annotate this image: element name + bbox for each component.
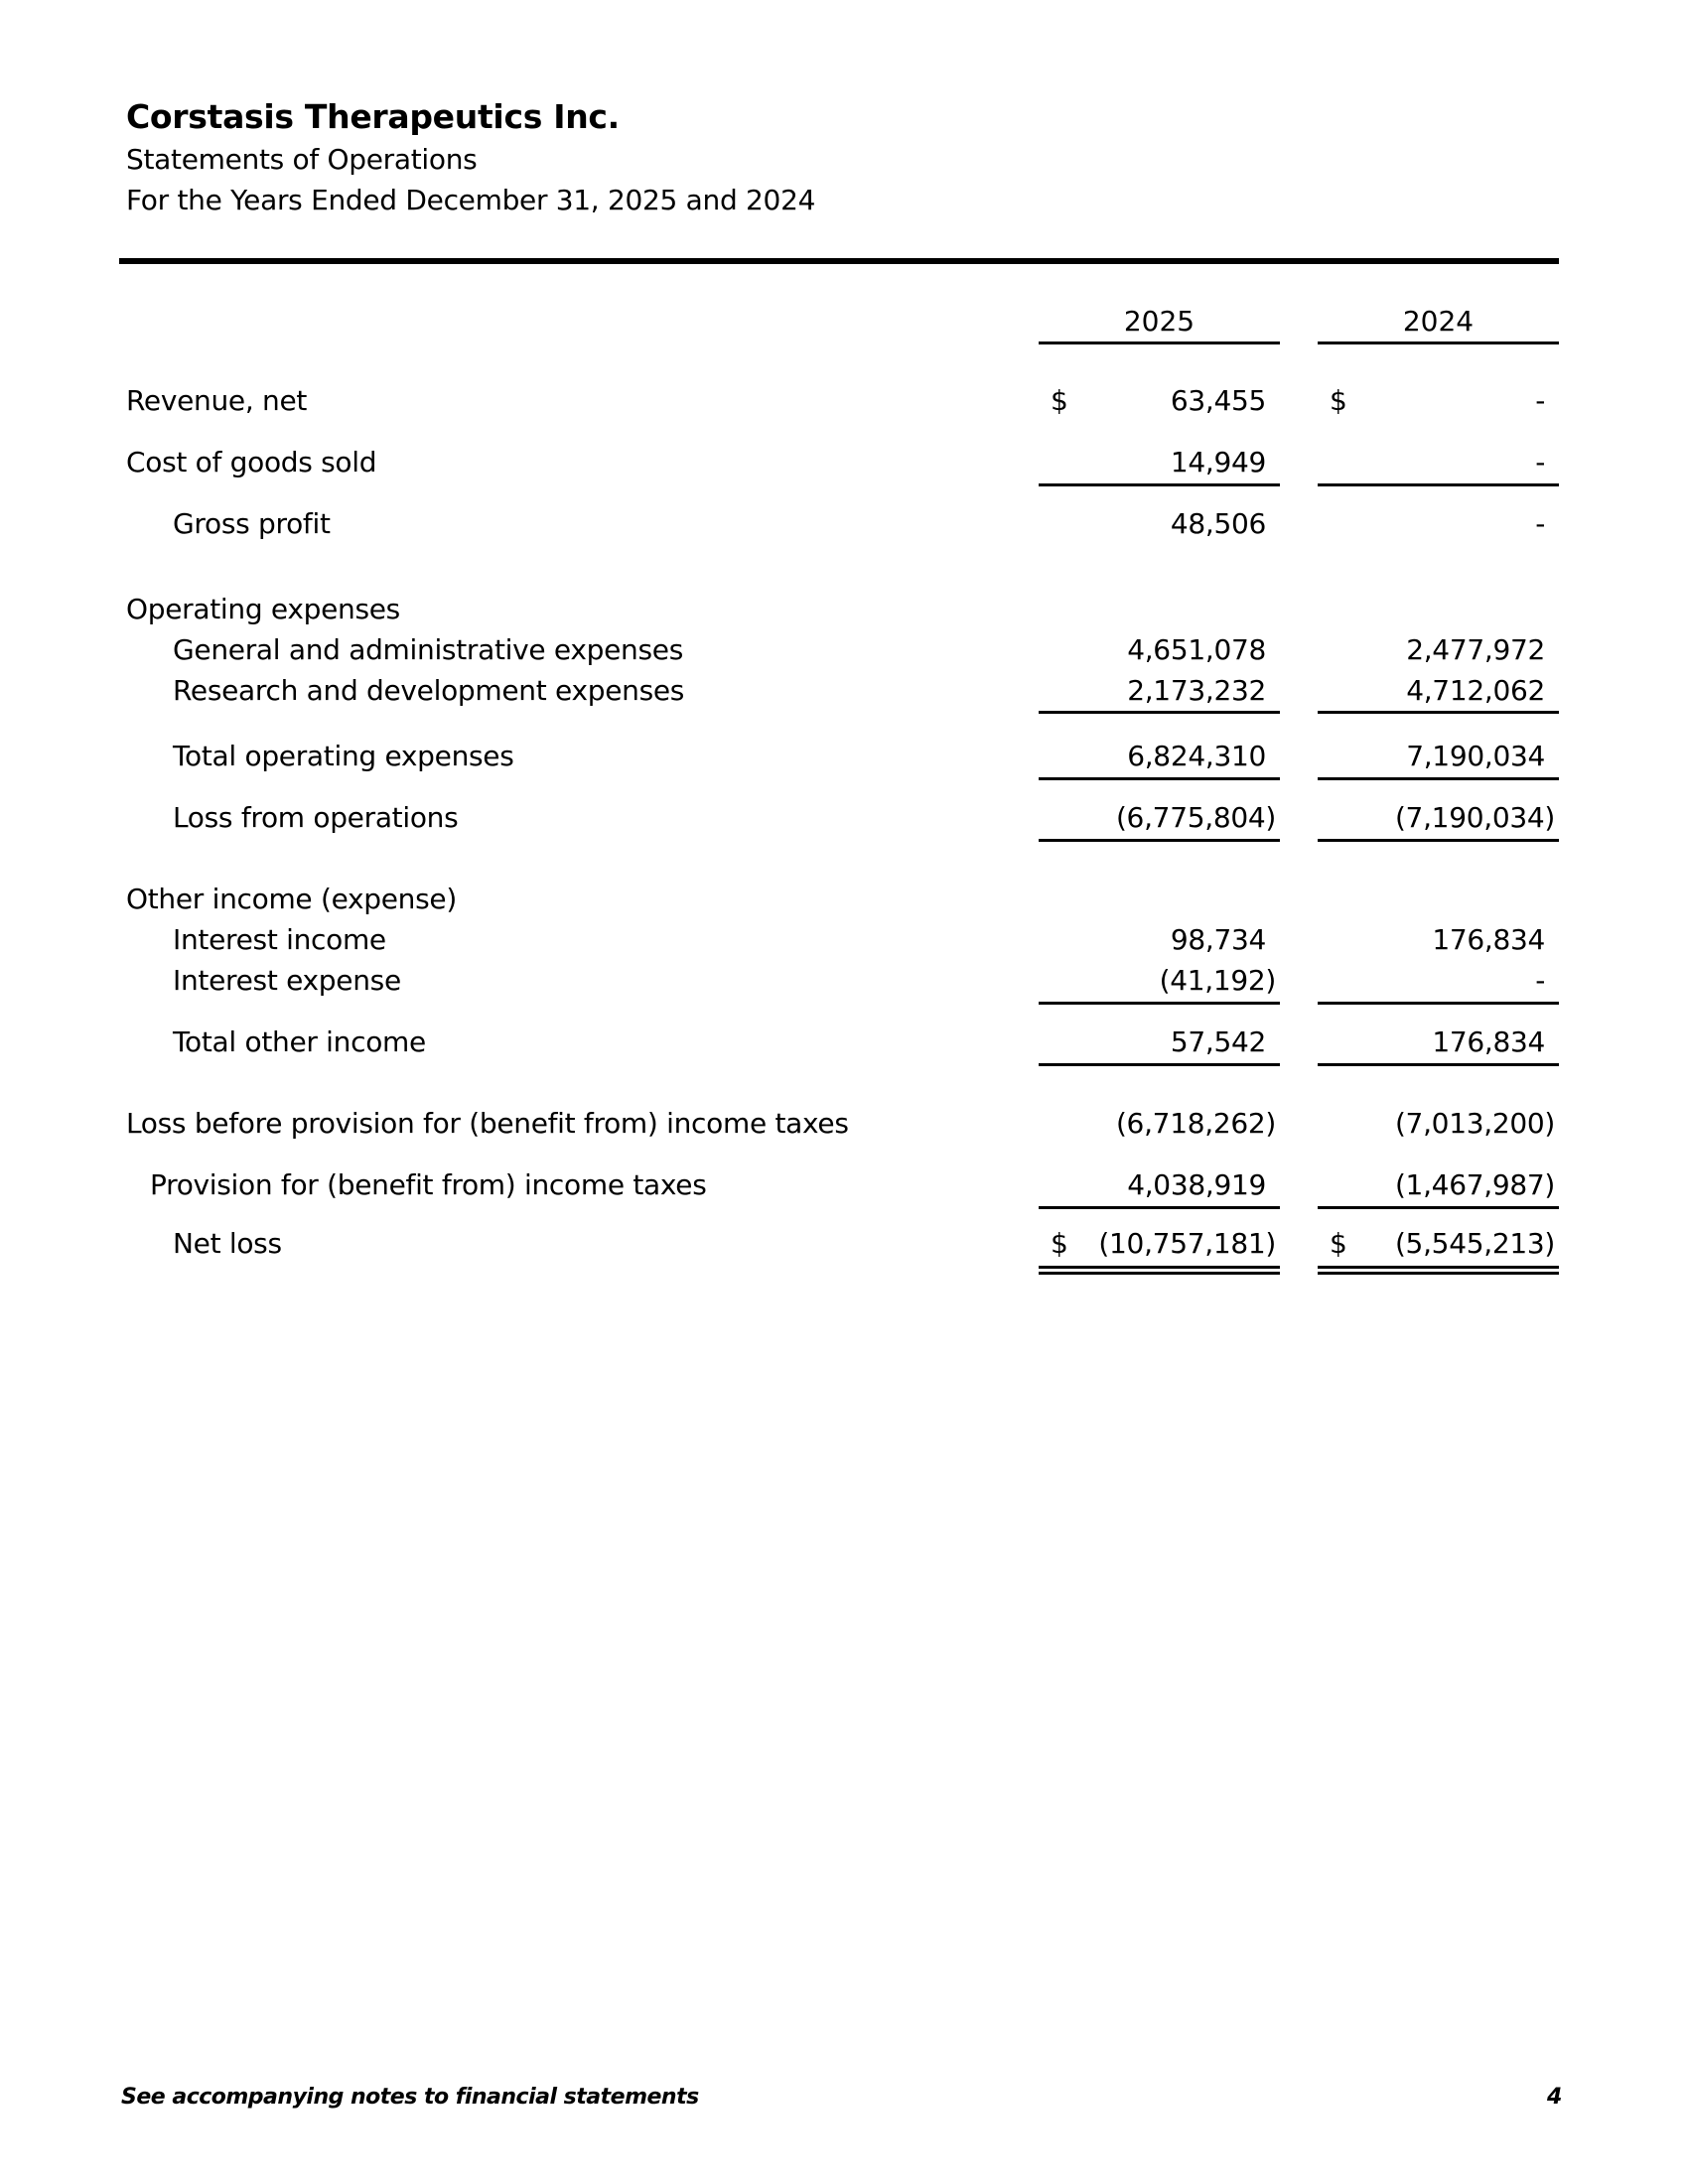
company-name: Corstasis Therapeutics Inc. xyxy=(126,97,620,136)
value-2025: (6,775,804) xyxy=(1115,801,1276,834)
subtotal-rule xyxy=(1039,711,1280,714)
value-2024: (7,013,200) xyxy=(1394,1107,1555,1140)
row-label: Interest income xyxy=(173,923,386,956)
subtotal-rule xyxy=(1039,1002,1280,1005)
value-2025: 57,542 xyxy=(1170,1025,1266,1058)
row-label: Research and development expenses xyxy=(173,674,685,707)
double-rule-bottom xyxy=(1039,1272,1280,1275)
row-research-development xyxy=(0,671,1688,711)
row-label: Gross profit xyxy=(173,507,331,540)
value-2025: 63,455 xyxy=(1170,384,1266,417)
value-2024: (1,467,987) xyxy=(1394,1168,1555,1201)
subtotal-rule xyxy=(1318,1206,1559,1209)
section-label: Operating expenses xyxy=(126,593,400,625)
row-label: Provision for (benefit from) income taxes xyxy=(150,1168,707,1201)
row-interest-expense xyxy=(0,961,1688,1001)
currency-symbol: $ xyxy=(1330,384,1347,417)
currency-symbol: $ xyxy=(1330,1227,1347,1260)
value-2024: (7,190,034) xyxy=(1394,801,1555,834)
row-gross-profit xyxy=(0,504,1688,544)
value-2024: 176,834 xyxy=(1432,1025,1545,1058)
value-2024: 176,834 xyxy=(1432,923,1545,956)
row-general-administrative xyxy=(0,630,1688,670)
value-2025: 14,949 xyxy=(1170,446,1266,478)
section-heading-operating-expenses xyxy=(0,590,1688,629)
value-2025: 4,038,919 xyxy=(1127,1168,1266,1201)
row-total-operating-expenses xyxy=(0,737,1688,776)
value-2025: (10,757,181) xyxy=(1098,1227,1276,1260)
value-2024: 7,190,034 xyxy=(1406,740,1545,772)
subtotal-rule xyxy=(1039,1063,1280,1066)
row-total-other-income xyxy=(0,1023,1688,1062)
row-label: Loss from operations xyxy=(173,801,459,834)
subtotal-rule xyxy=(1039,839,1280,842)
row-revenue xyxy=(0,381,1688,421)
column-header-2025: 2025 xyxy=(1039,302,1280,344)
row-label: Revenue, net xyxy=(126,384,308,417)
row-net-loss xyxy=(0,1224,1688,1264)
value-2025: 98,734 xyxy=(1170,923,1266,956)
row-label: General and administrative expenses xyxy=(173,633,683,666)
row-income-tax-provision xyxy=(0,1165,1688,1205)
value-2025: (41,192) xyxy=(1159,964,1276,997)
section-label: Other income (expense) xyxy=(126,883,457,915)
row-interest-income xyxy=(0,920,1688,960)
reporting-period: For the Years Ended December 31, 2025 and 2024 xyxy=(126,184,816,216)
subtotal-rule xyxy=(1039,483,1280,486)
header-divider xyxy=(119,258,1559,264)
value-2025: (6,718,262) xyxy=(1115,1107,1276,1140)
currency-symbol: $ xyxy=(1051,384,1068,417)
double-rule-bottom xyxy=(1318,1272,1559,1275)
subtotal-rule xyxy=(1318,839,1559,842)
value-2025: 4,651,078 xyxy=(1127,633,1266,666)
subtotal-rule xyxy=(1318,1063,1559,1066)
value-2024: 4,712,062 xyxy=(1406,674,1545,707)
row-loss-before-income-taxes xyxy=(0,1104,1688,1144)
row-label: Interest expense xyxy=(173,964,401,997)
subtotal-rule xyxy=(1318,1002,1559,1005)
value-2024: - xyxy=(1535,964,1545,997)
row-label: Loss before provision for (benefit from) income taxes xyxy=(126,1107,849,1140)
subtotal-rule xyxy=(1318,483,1559,486)
column-header-2024: 2024 xyxy=(1318,302,1559,344)
double-rule-top xyxy=(1039,1266,1280,1269)
subtotal-rule xyxy=(1039,777,1280,780)
row-cost-of-goods-sold xyxy=(0,443,1688,482)
value-2024: (5,545,213) xyxy=(1394,1227,1555,1260)
currency-symbol: $ xyxy=(1051,1227,1068,1260)
statement-title: Statements of Operations xyxy=(126,143,478,176)
value-2025: 6,824,310 xyxy=(1127,740,1266,772)
subtotal-rule xyxy=(1039,1206,1280,1209)
page-number: 4 xyxy=(1547,2085,1563,2110)
value-2024: - xyxy=(1535,384,1545,417)
row-label: Total other income xyxy=(173,1025,426,1058)
row-label: Net loss xyxy=(173,1227,282,1260)
section-heading-other-income xyxy=(0,880,1688,919)
row-label: Total operating expenses xyxy=(173,740,514,772)
value-2024: 2,477,972 xyxy=(1406,633,1545,666)
statement-header xyxy=(126,95,815,220)
row-loss-from-operations xyxy=(0,798,1688,838)
footer-note: See accompanying notes to financial statements xyxy=(121,2085,699,2110)
subtotal-rule xyxy=(1318,711,1559,714)
row-label: Cost of goods sold xyxy=(126,446,377,478)
double-rule-top xyxy=(1318,1266,1559,1269)
value-2024: - xyxy=(1535,507,1545,540)
value-2025: 48,506 xyxy=(1170,507,1266,540)
subtotal-rule xyxy=(1318,777,1559,780)
value-2024: - xyxy=(1535,446,1545,478)
value-2025: 2,173,232 xyxy=(1127,674,1266,707)
